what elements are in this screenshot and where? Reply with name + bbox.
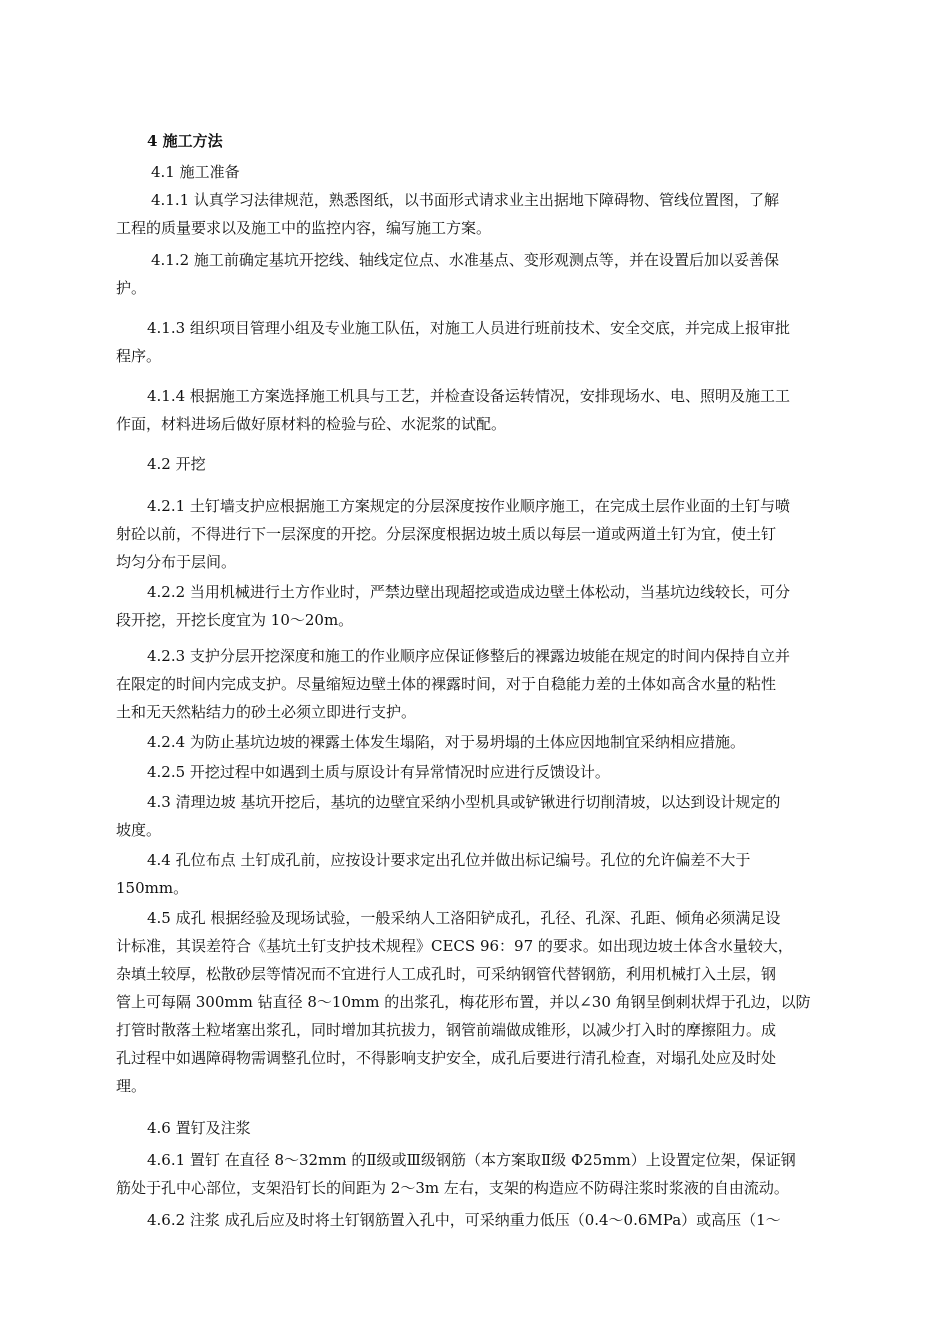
subsection-title-4-6 (116, 1114, 860, 1142)
text-line: 护。 (116, 279, 147, 297)
text-line: 计标准，其误差符合《基坑土钉支护技术规程》CECS 96：97 的要求。如出现边坡土体含水量较大， (116, 937, 793, 955)
paragraph-4-1-2 (116, 246, 860, 302)
paragraph-4-3 (116, 788, 860, 844)
text-line: 4.6.2 注浆 成孔后应及时将土钉钢筋置入孔中，可采纳重力低压（0.4～0.6MPa）或高压（1～ (147, 1211, 781, 1229)
text-line: 4.6.1 置钉 在直径 8～32mm 的Ⅱ级或Ⅲ级钢筋（本方案取Ⅱ级 Φ25mm）上设置定位架，保证钢 (147, 1151, 796, 1169)
text-line: 4.1.3 组织项目管理小组及专业施工队伍，对施工人员进行班前技术、安全交底，并完成上报审批 (147, 319, 790, 337)
text-line: 4.1.1 认真学习法律规范，熟悉图纸，以书面形式请求业主出据地下障碍物、管线位置图，了解 (151, 191, 779, 209)
text-line: 4.2.3 支护分层开挖深度和施工的作业顺序应保证修整后的裸露边坡能在规定的时间内保持自立并 (147, 647, 790, 665)
text-line: 4.1.2 施工前确定基坑开挖线、轴线定位点、水准基点、变形观测点等，并在设置后加以妥善保 (151, 251, 779, 269)
paragraph-4-2-1 (116, 492, 860, 576)
text-line: 4.2.1 土钉墙支护应根据施工方案规定的分层深度按作业顺序施工，在完成土层作业面的土钉与喷 (147, 497, 790, 515)
paragraph-4-1-4 (116, 382, 860, 438)
text-line: 射砼以前，不得进行下一层深度的开挖。分层深度根据边坡土质以每层一道或两道土钉为宜，使土钉 (116, 525, 777, 543)
text-line: 4.2 开挖 (147, 455, 206, 473)
paragraph-4-4 (116, 846, 860, 902)
text-line: 150mm。 (116, 879, 189, 897)
text-line: 在限定的时间内完成支护。尽量缩短边壁土体的裸露时间，对于自稳能力差的土体如高含水量的粘性 (116, 675, 777, 693)
text-line: 4.6 置钉及注浆 (147, 1119, 251, 1137)
paragraph-4-2-4 (116, 728, 860, 756)
text-line: 4.3 清理边坡 基坑开挖后，基坑的边壁宜采纳小型机具或铲锹进行切削清坡，以达到设计规定的 (147, 793, 781, 811)
text-line: 程序。 (116, 347, 162, 365)
text-line: 4.2.4 为防止基坑边坡的裸露土体发生塌陷，对于易坍塌的土体应因地制宜采纳相应措施。 (147, 733, 745, 751)
subsection-title-4-1 (116, 158, 860, 186)
paragraph-4-1-1 (116, 186, 860, 242)
text-line: 土和无天然粘结力的砂土必须立即进行支护。 (116, 703, 417, 721)
text-line: 筋处于孔中心部位，支架沿钉长的间距为 2～3m 左右，支架的构造应不防碍注浆时浆液的自由流动。 (116, 1179, 789, 1197)
paragraph-4-2-2 (116, 578, 860, 634)
section-heading: 4 施工方法 (147, 132, 223, 150)
text-line: 坡度。 (116, 821, 162, 839)
text-line: 4.5 成孔 根据经验及现场试验，一般采纳人工洛阳铲成孔，孔径、孔深、孔距、倾角必须满足设 (147, 909, 781, 927)
paragraph-4-5 (116, 904, 860, 1100)
paragraph-4-2-3 (116, 642, 860, 726)
paragraph-4-6-2 (116, 1206, 860, 1234)
text-line: 均匀分布于层间。 (116, 553, 237, 571)
paragraph-4-2-5 (116, 758, 860, 786)
paragraph-4-1-3 (116, 314, 860, 370)
text-line: 4.1.4 根据施工方案选择施工机具与工艺，并检查设备运转情况，安排现场水、电、照明及施工工 (147, 387, 790, 405)
text-line: 4.2.5 开挖过程中如遇到土质与原设计有异常情况时应进行反馈设计。 (147, 763, 610, 781)
text-line: 作面，材料进场后做好原材料的检验与砼、水泥浆的试配。 (116, 415, 507, 433)
text-line: 段开挖，开挖长度宜为 10～20m。 (116, 611, 354, 629)
text-line: 杂填土较厚，松散砂层等情况而不宜进行人工成孔时，可采纳钢管代替钢筋，利用机械打入土层，钢 (116, 965, 777, 983)
text-line: 工程的质量要求以及施工中的监控内容，编写施工方案。 (116, 219, 492, 237)
text-line: 4.2.2 当用机械进行土方作业时，严禁边壁出现超挖或造成边壁土体松动，当基坑边线较长，可分 (147, 583, 790, 601)
subsection-title-4-2 (116, 450, 860, 478)
text-line: 4.4 孔位布点 土钉成孔前，应按设计要求定出孔位并做出标记编号。孔位的允许偏差不大于 (147, 851, 751, 869)
text-line: 管上可每隔 300mm 钻直径 8～10mm 的出浆孔，梅花形布置，并以∠30 角钢呈倒刺状焊于孔边，以防 (116, 993, 811, 1011)
text-line: 孔过程中如遇障碍物需调整孔位时，不得影响支护安全，成孔后要进行清孔检查，对塌孔处应及时处 (116, 1049, 777, 1067)
text-line: 打管时散落土粒堵塞出浆孔，同时增加其抗拔力，钢管前端做成锥形，以减少打入时的摩擦阻力。成 (116, 1021, 777, 1039)
text-line: 理。 (116, 1077, 147, 1095)
paragraph-4-6-1 (116, 1146, 860, 1202)
text-line: 4.1 施工准备 (151, 163, 240, 181)
